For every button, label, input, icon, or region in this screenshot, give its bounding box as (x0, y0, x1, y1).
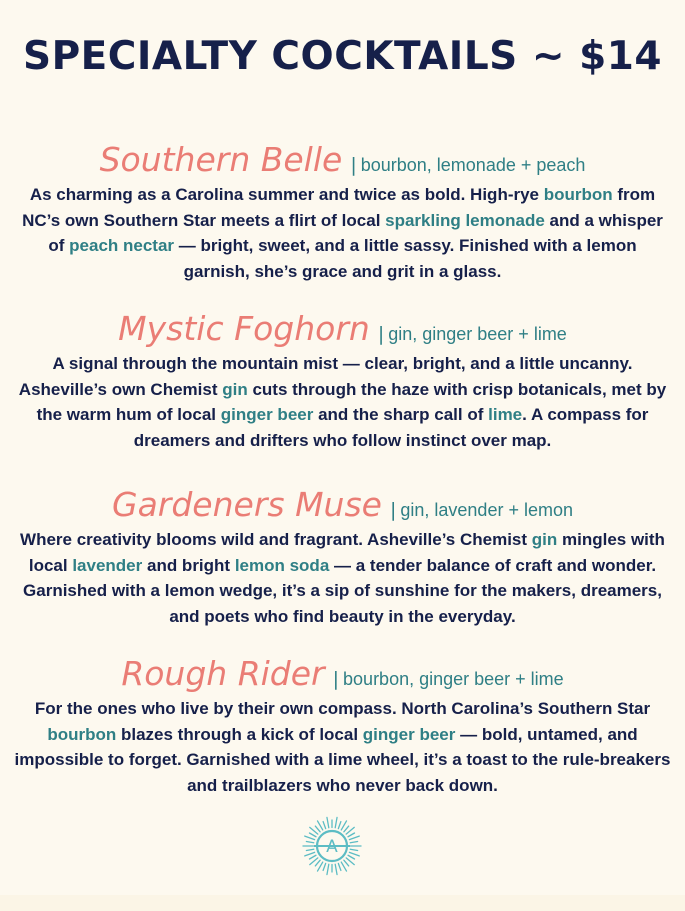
highlighted-ingredient: lavender (72, 555, 143, 575)
highlighted-ingredient: gin (222, 379, 248, 399)
cocktail-description (14, 351, 671, 453)
logo-ray (335, 864, 337, 874)
logo-ray (318, 821, 323, 830)
cocktail-description (14, 182, 671, 284)
logo-ray (327, 864, 329, 874)
logo-ray (305, 836, 315, 840)
description-text: . A compass for dreamers and drifters who follow instinct over map. (133, 405, 649, 450)
highlighted-ingredient: gin (531, 530, 558, 549)
cocktail-item-southern-belle (14, 140, 671, 284)
highlighted-ingredient: lemon soda (234, 555, 330, 575)
cocktail-description (14, 696, 671, 798)
logo-ray (350, 849, 357, 850)
separator-bar: | (332, 668, 340, 690)
cocktail-item-rough-rider (14, 654, 671, 798)
logo-ray (338, 822, 341, 829)
separator-bar: | (389, 499, 397, 521)
cocktail-name: Southern Belle (99, 140, 343, 179)
cocktail-ingredients: bourbon, ginger beer + lime (343, 669, 564, 689)
cocktail-ingredients: gin, ginger beer + lime (388, 324, 567, 344)
logo-ray (341, 862, 346, 871)
description-text: from NC’s own Southern Star meets a flirt of local (22, 185, 656, 230)
logo-ray (315, 826, 320, 832)
cocktail-header (14, 485, 671, 524)
highlighted-ingredient: peach nectar (69, 236, 175, 255)
logo-ray (315, 860, 320, 866)
description-text: — a tender balance of craft and wonder. Garnished with a lemon wedge, it’s a sip of sunshine for the makers, dreamers, and poets who find beauty in the everyday. (23, 555, 662, 626)
cocktail-name: Gardeners Muse (112, 485, 382, 524)
logo-ray (305, 852, 315, 856)
highlighted-ingredient: sparkling lemonade (385, 210, 545, 230)
cocktail-item-mystic-foghorn (14, 309, 671, 453)
highlighted-ingredient: bourbon (543, 185, 613, 204)
cocktail-name: Rough Rider (121, 654, 325, 693)
footer-strip (0, 895, 685, 911)
description-text: and bright (142, 555, 235, 575)
highlighted-ingredient: bourbon (47, 724, 117, 744)
logo-ray (306, 849, 313, 850)
cocktail-ingredients: bourbon, lemonade + peach (360, 155, 586, 175)
logo-ray (341, 821, 346, 830)
logo-ray (348, 855, 355, 859)
cocktail-description (14, 527, 671, 629)
logo-ray (338, 863, 341, 870)
logo-ray (344, 860, 349, 866)
highlighted-ingredient: ginger beer (362, 724, 456, 744)
logo-ray (344, 826, 349, 832)
logo-ray (309, 855, 316, 859)
logo-ray (306, 841, 313, 842)
sun-compass-logo-icon (301, 815, 363, 877)
logo-ray (349, 836, 359, 840)
cocktail-ingredients: gin, lavender + lemon (400, 500, 573, 520)
description-text: and a whisper of (48, 210, 663, 255)
logo-ray (348, 833, 355, 837)
cocktail-name: Mystic Foghorn (118, 309, 370, 348)
description-text: — bold, untamed, and impossible to forget. Garnished with a lime wheel, it’s a toast to the rule-breakers and trailblazers who never back down. (14, 724, 671, 795)
logo-ray (335, 817, 337, 827)
description-text: Where creativity blooms wild and fragrant. Asheville’s Chemist (20, 530, 532, 549)
cocktail-header (14, 309, 671, 348)
description-text: As charming as a Carolina summer and twice as bold. High-rye (29, 185, 544, 204)
highlighted-ingredient: ginger beer (220, 405, 314, 424)
description-text: mingles with local (28, 530, 665, 575)
description-text: A signal through the mountain mist — clear, bright, and a little uncanny. Asheville’s own Chemist (18, 354, 633, 399)
logo-ray (309, 833, 316, 837)
page-title: SPECIALTY COCKTAILS ~ $14 (22, 34, 662, 79)
logo-ray (318, 862, 323, 871)
description-text: — bright, sweet, and a little sassy. Finished with a lemon garnish, she’s grace and grit in a glass. (174, 236, 637, 281)
separator-bar: | (350, 154, 357, 176)
cocktail-header (14, 654, 671, 693)
description-text: For the ones who live by their own compass. North Carolina’s Southern Star (34, 699, 651, 718)
logo-ray (323, 863, 326, 870)
description-text: and the sharp call of (313, 405, 489, 424)
logo-ray (350, 841, 357, 842)
logo-letter: A (326, 837, 338, 857)
logo-ray (349, 852, 359, 856)
cocktail-header (14, 140, 671, 179)
highlighted-ingredient: lime (488, 405, 523, 424)
description-text: blazes through a kick of local (116, 724, 363, 744)
logo-ray (327, 817, 329, 827)
description-text: cuts through the haze with crisp botanicals, met by the warm hum of local (36, 379, 667, 424)
separator-bar: | (377, 323, 385, 345)
logo-ray (323, 822, 326, 829)
cocktail-item-gardeners-muse (14, 485, 671, 629)
